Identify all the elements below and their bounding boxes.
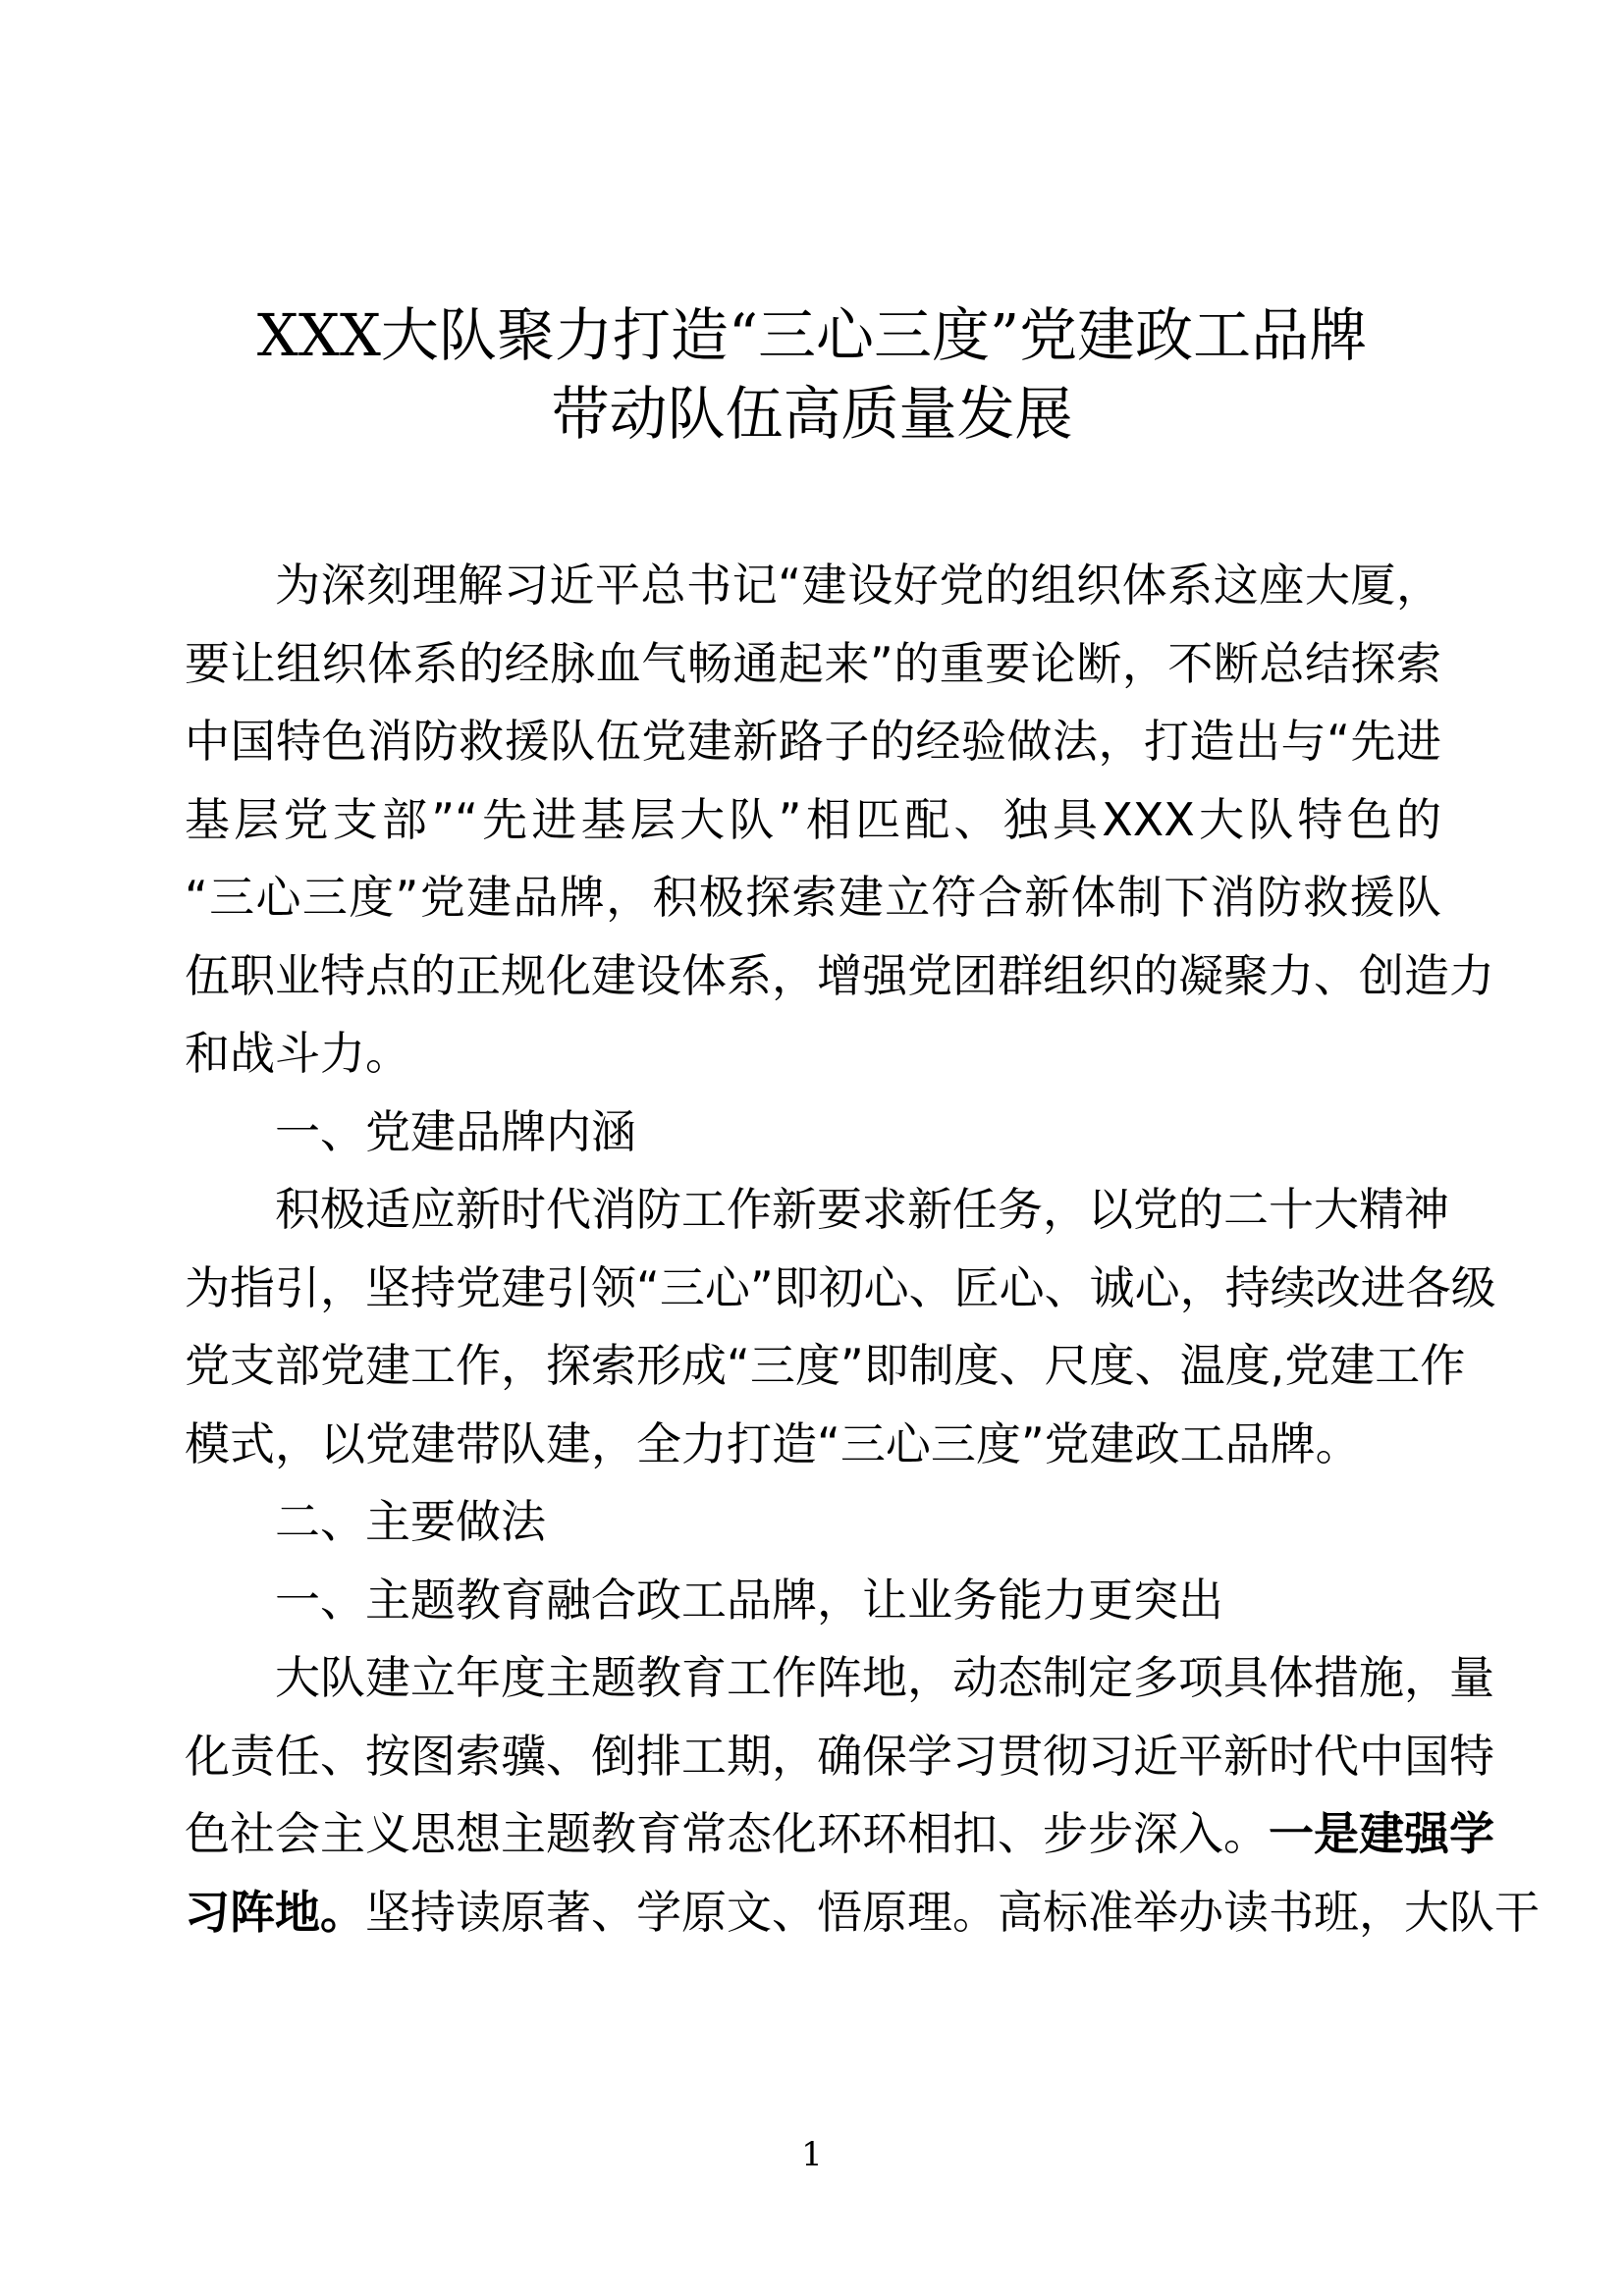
bold-lead-text: 一是建强学 <box>1269 1807 1494 1860</box>
text-run: 坚持读原著、学原文、悟原理。高标准举办读书班，大队干 <box>365 1885 1540 1939</box>
title-line-1: XXX大队聚力打造“三心三度”党建政工品牌 <box>256 301 1368 369</box>
intro-line: 和战斗力。 <box>185 1027 410 1080</box>
paragraph-line: 化责任、按图索骥、倒排工期，确保学习贯彻习近平新时代中国特 <box>185 1729 1494 1783</box>
text-run: 色社会主义思想主题教育常态化环环相扣、步步深入。 <box>185 1807 1269 1860</box>
paragraph-line: 大队建立年度主题教育工作阵地，动态制定多项具体措施，量 <box>275 1651 1494 1704</box>
paragraph-line-mixed <box>185 1874 1540 1952</box>
paragraph-line: 模式，以党建带队建，全力打造“三心三度”党建政工品牌。 <box>185 1416 1361 1470</box>
paragraph-line: 为指引，坚持党建引领“三心”即初心、匠心、诚心，持续改进各级 <box>185 1260 1496 1314</box>
bold-lead-text: 习阵地。 <box>185 1885 365 1939</box>
section-heading-brand-meaning: 一、党建品牌内涵 <box>275 1104 636 1158</box>
document-body <box>185 547 1540 1951</box>
intro-line: 伍职业特点的正规化建设体系，增强党团群组织的凝聚力、创造力 <box>185 948 1494 1002</box>
title-line-2: 带动队伍高质量发展 <box>551 380 1073 448</box>
page-number: 1 <box>801 2135 823 2174</box>
intro-line: “三心三度”党建品牌，积极探索建立符合新体制下消防救援队 <box>185 871 1441 924</box>
section-heading-main-practices: 二、主要做法 <box>275 1495 546 1548</box>
subsection-heading-theme-education: 一、主题教育融合政工品牌，让业务能力更突出 <box>275 1573 1223 1627</box>
paragraph-line: 党支部党建工作，探索形成“三度”即制度、尺度、温度,党建工作 <box>185 1339 1466 1392</box>
document-title <box>147 296 1477 454</box>
intro-line: 为深刻理解习近平总书记“建设好党的组织体系这座大厦， <box>275 559 1441 612</box>
paragraph-line-mixed <box>185 1795 1494 1874</box>
paragraph-line: 积极适应新时代消防工作新要求新任务，以党的二十大精神 <box>275 1183 1449 1236</box>
intro-line: 要让组织体系的经脉血气畅通起来”的重要论断，不断总结探索 <box>185 636 1441 690</box>
intro-line: 基层党支部”“先进基层大队”相匹配、独具XXX大队特色的 <box>185 792 1441 846</box>
intro-line: 中国特色消防救援队伍党建新路子的经验做法，打造出与“先进 <box>185 715 1441 768</box>
